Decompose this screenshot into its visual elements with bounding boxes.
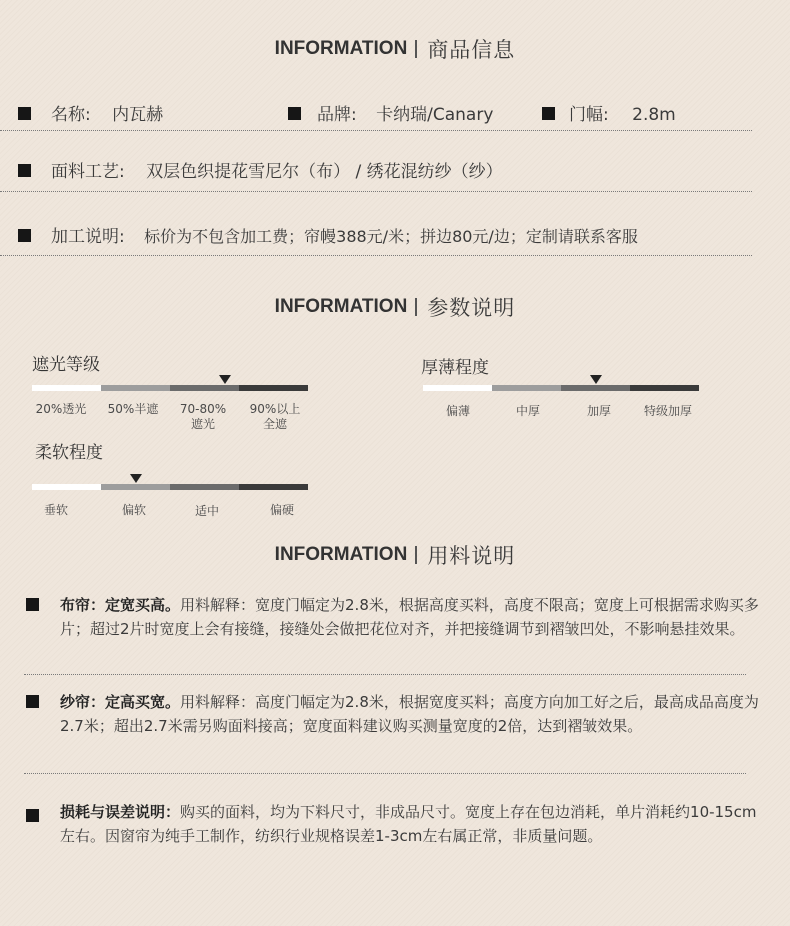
fabric-value: 双层色织提花雪尼尔（布） / 绣花混纺纱（纱）: [146, 162, 503, 182]
product-row-brand: [288, 100, 493, 125]
scale-segment: [561, 385, 630, 391]
brand-value: 卡纳瑞/Canary: [376, 105, 494, 125]
heading-divider: [415, 40, 417, 58]
heading-divider: [415, 298, 417, 316]
scale-segment: [423, 385, 492, 391]
heading-en: INFORMATION: [274, 38, 408, 59]
usage-curtain-title: 布帘：定宽买高。: [60, 596, 181, 614]
softness-scale: [32, 484, 308, 490]
scale-segment: [101, 385, 170, 391]
usage-loss-title: 损耗与误差说明：: [60, 803, 181, 821]
softness-title: 柔软程度: [35, 443, 103, 463]
thickness-level: 偏薄: [445, 404, 470, 418]
bullet-icon: [26, 809, 39, 822]
scale-segment: [101, 484, 170, 490]
thickness-title: 厚薄程度: [421, 358, 489, 378]
product-row-process: [18, 222, 638, 247]
usage-sheer: [26, 690, 766, 762]
scale-segment: [170, 484, 239, 490]
shading-level: 90%以上 全遮: [249, 402, 301, 431]
shading-title: 遮光等级: [32, 355, 100, 375]
heading-divider: [415, 546, 417, 564]
bullet-icon: [288, 107, 301, 120]
softness-level: 偏硬: [269, 503, 294, 517]
shading-scale: [32, 385, 308, 391]
scale-segment: [492, 385, 561, 391]
thickness-level: 加厚: [586, 404, 611, 418]
thickness-level: 特级加厚: [643, 404, 692, 418]
thickness-scale: [423, 385, 699, 391]
shading-level: 70-80% 遮光: [179, 402, 227, 431]
scale-segment: [32, 385, 101, 391]
divider: [0, 255, 752, 256]
scale-segment: [32, 484, 101, 490]
scale-segment: [630, 385, 699, 391]
usage-curtain: [26, 593, 766, 665]
usage-curtain-text: 用料解释：宽度门幅定为2.8米，根据高度买料，高度不限高；宽度上可根据需求购买多片；超过2片时宽度上会有接缝，接缝处会做把花位对齐，并把接缝调节到褶皱凹处，不影响悬挂效果。: [60, 596, 759, 638]
softness-level: 适中: [194, 504, 219, 518]
scale-segment: [239, 484, 308, 490]
width-value: 2.8m: [632, 105, 676, 125]
fabric-label: 面料工艺:: [51, 162, 125, 182]
brand-label: 品牌:: [317, 105, 357, 125]
section-heading-product: [0, 34, 790, 64]
name-value: 内瓦赫: [112, 105, 164, 125]
scale-marker: [219, 375, 231, 384]
product-row-width: [542, 100, 676, 125]
heading-zh: 参数说明: [427, 296, 516, 320]
divider: [24, 674, 746, 675]
softness-level: 垂软: [43, 503, 68, 517]
heading-zh: 商品信息: [427, 38, 516, 62]
usage-loss-text: 购买的面料，均为下料尺寸，非成品尺寸。宽度上存在包边消耗，单片消耗约10-15cm左右。因窗帘为纯手工制作，纺织行业规格误差1-3cm左右属正常，非质量问题。: [60, 803, 757, 845]
section-heading-usage: [0, 540, 790, 570]
heading-en: INFORMATION: [274, 296, 408, 317]
name-label: 名称:: [51, 105, 91, 125]
bullet-icon: [542, 107, 555, 120]
usage-loss: [26, 800, 766, 848]
heading-zh: 用料说明: [427, 544, 516, 568]
heading-en: INFORMATION: [274, 544, 408, 565]
shading-level: 20%透光: [35, 402, 87, 416]
softness-level: 偏软: [121, 503, 146, 517]
process-label: 加工说明:: [51, 227, 125, 247]
shading-level: 50%半遮: [107, 402, 159, 416]
bullet-icon: [26, 695, 39, 708]
thickness-level: 中厚: [515, 404, 540, 418]
width-label: 门幅:: [569, 105, 609, 125]
bullet-icon: [26, 598, 39, 611]
section-heading-params: [0, 292, 790, 322]
divider: [0, 130, 752, 131]
usage-sheer-title: 纱帘：定高买宽。: [60, 693, 181, 711]
bullet-icon: [18, 164, 31, 177]
process-value: 标价为不包含加工费；帘幔388元/米；拼边80元/边；定制请联系客服: [144, 227, 638, 246]
bullet-icon: [18, 107, 31, 120]
usage-sheer-text: 用料解释：高度门幅定为2.8米，根据宽度买料；高度方向加工好之后，最高成品高度为2.7米；超出2.7米需另购面料接高；宽度面料建议购买测量宽度的2倍，达到褶皱效果。: [60, 693, 759, 735]
scale-segment: [239, 385, 308, 391]
scale-segment: [170, 385, 239, 391]
scale-marker: [130, 474, 142, 483]
divider: [24, 773, 746, 774]
product-row-fabric: [18, 157, 503, 182]
scale-marker: [590, 375, 602, 384]
bullet-icon: [18, 229, 31, 242]
divider: [0, 191, 752, 192]
product-row-basic: [18, 100, 163, 125]
